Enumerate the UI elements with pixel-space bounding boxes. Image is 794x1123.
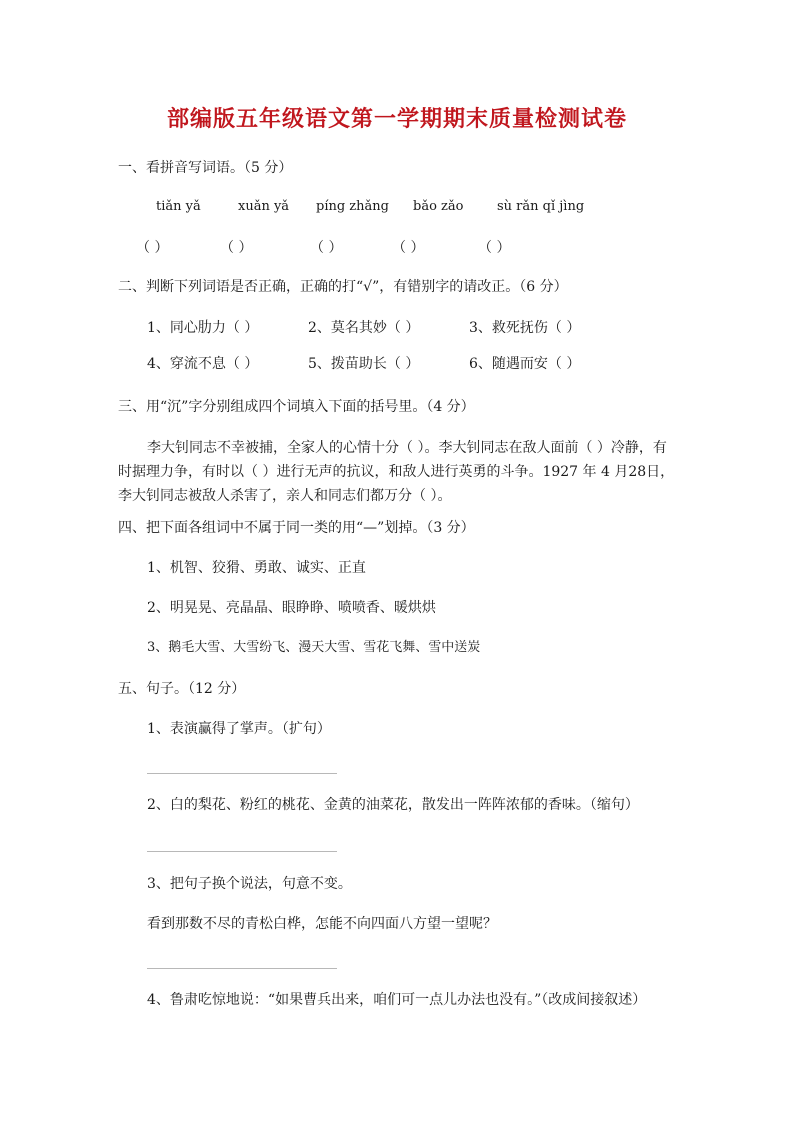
word-group-1[interactable]: 1、机智、狡猾、勇敢、诚实、正直 xyxy=(147,560,366,576)
word-group-3[interactable]: 3、鹅毛大雪、大雪纷飞、漫天大雪、雪花飞舞、雪中送炭 xyxy=(147,640,481,655)
judge-item-6[interactable]: 6、随遇而安（ ） xyxy=(469,356,581,372)
answer-bracket-4[interactable]: （ ） xyxy=(392,240,425,256)
sentence-question-2: 2、白的梨花、粉红的桃花、金黄的油菜花，散发出一阵阵浓郁的香味。（缩句） xyxy=(147,797,639,813)
word-group-2[interactable]: 2、明晃晃、亮晶晶、眼睁睁、喷喷香、暖烘烘 xyxy=(147,600,436,616)
judge-item-2[interactable]: 2、莫名其妙（ ） xyxy=(308,320,420,336)
answer-line-1[interactable] xyxy=(147,773,337,774)
sentence-question-1: 1、表演赢得了掌声。（扩句） xyxy=(147,721,331,737)
answer-bracket-3[interactable]: （ ） xyxy=(310,240,343,256)
sentence-question-4: 4、鲁肃吃惊地说：“如果曹兵出来，咱们可一点儿办法也没有。”（改成间接叙述） xyxy=(147,992,647,1008)
exam-title: 部编版五年级语文第一学期期末质量检测试卷 xyxy=(166,106,627,132)
judge-item-5[interactable]: 5、拨苗助长（ ） xyxy=(308,356,420,372)
answer-bracket-2[interactable]: （ ） xyxy=(220,240,253,256)
judge-item-4[interactable]: 4、穿流不息（ ） xyxy=(147,356,259,372)
pinyin-1: tiǎn yǎ xyxy=(156,199,201,214)
answer-bracket-5[interactable]: （ ） xyxy=(478,240,511,256)
sentence-question-3-text: 看到那数不尽的青松白桦，怎能不向四面八方望一望呢？ xyxy=(147,916,497,932)
judge-item-3[interactable]: 3、救死抚伤（ ） xyxy=(469,320,581,336)
answer-line-2[interactable] xyxy=(147,851,337,852)
sentence-question-3: 3、把句子换个说法，句意不变。 xyxy=(147,876,352,892)
pinyin-4: bǎo zǎo xyxy=(413,199,464,214)
pinyin-2: xuǎn yǎ xyxy=(238,199,290,214)
judge-item-1[interactable]: 1、同心肋力（ ） xyxy=(147,320,259,336)
section-3-heading: 三、用“沉”字分别组成四个词填入下面的括号里。（4 分） xyxy=(118,399,475,415)
section-2-heading: 二、判断下列词语是否正确，正确的打“√”，有错别字的请改正。（6 分） xyxy=(118,279,568,295)
section-5-heading: 五、句子。（12 分） xyxy=(118,681,246,697)
fill-in-paragraph[interactable]: 李大钊同志不幸被捕，全家人的心情十分（ ）。李大钊同志在敌人面前（ ）冷静，有时据理力争，有时以（ ）进行无声的抗议，和敌人进行英勇的斗争。1927 年 4 月28日，李大钊同志被敌人杀害了，亲人和同志们都万分（ ）。 xyxy=(118,440,675,504)
answer-bracket-1[interactable]: （ ） xyxy=(136,240,169,256)
section-4-heading: 四、把下面各组词中不属于同一类的用“—”划掉。（3 分） xyxy=(118,520,475,536)
pinyin-5: sù rǎn qǐ jìng xyxy=(497,199,585,214)
answer-line-3[interactable] xyxy=(147,968,337,969)
pinyin-3: píng zhǎng xyxy=(316,199,389,214)
section-1-heading: 一、看拼音写词语。（5 分） xyxy=(118,160,293,176)
